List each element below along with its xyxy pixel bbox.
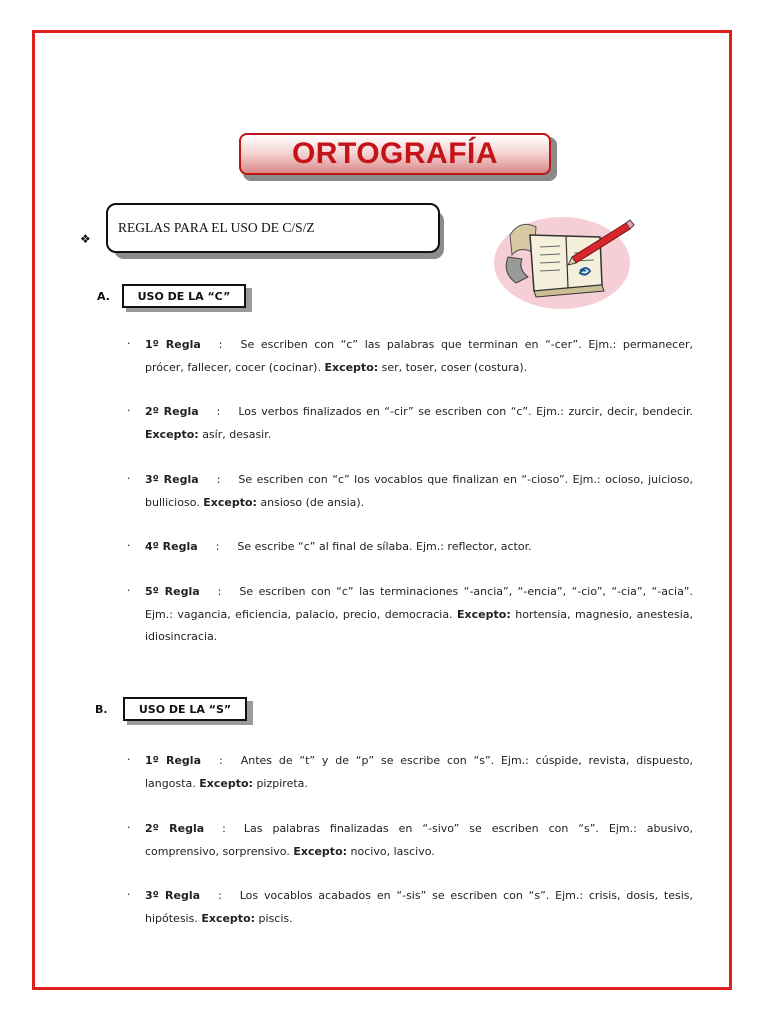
section-heading-box bbox=[106, 203, 446, 261]
except-text: pizpireta. bbox=[256, 776, 308, 790]
except-label: Excepto: bbox=[457, 607, 511, 621]
rule-bullet: . bbox=[127, 581, 131, 594]
subsection-b-letter: B. bbox=[95, 703, 108, 716]
rule-separator: : bbox=[217, 585, 222, 598]
except-label: Excepto: bbox=[293, 844, 348, 858]
rule-body: Los vocablos acabados en “-sis” se escriben con “s”. Ejm.: crisis, dosis, tesis, hipótesis. bbox=[145, 889, 693, 925]
rule-label: 1º Regla bbox=[145, 338, 201, 351]
rule-c-4 bbox=[127, 536, 693, 559]
rule-text bbox=[145, 885, 693, 930]
rule-text bbox=[145, 334, 693, 379]
rule-body: Antes de “t” y de “p” se escribe con “s”. Ejm.: cúspide, revista, dispuesto, langosta. bbox=[145, 754, 693, 790]
rule-text bbox=[145, 818, 693, 863]
rule-separator: : bbox=[215, 540, 220, 553]
except-text: asír, desasir. bbox=[202, 427, 272, 441]
page-title: ORTOGRAFÍA bbox=[291, 137, 499, 170]
rule-body: Se escribe “c” al final de sílaba. Ejm.: reflector, actor. bbox=[237, 540, 532, 553]
diamond-bullet-icon: ❖ bbox=[80, 232, 91, 246]
except-label: Excepto: bbox=[201, 911, 256, 925]
section-heading: REGLAS PARA EL USO DE C/S/Z bbox=[118, 220, 315, 235]
subsection-a-label: USO DE LA “C” bbox=[137, 289, 231, 303]
notebook-pencil-icon bbox=[490, 205, 640, 315]
except-label: Excepto: bbox=[145, 427, 199, 441]
except-text: piscis. bbox=[258, 911, 293, 925]
subsection-b-label-box bbox=[123, 697, 255, 727]
rule-label: 4º Regla bbox=[145, 540, 198, 553]
rule-separator: : bbox=[218, 338, 223, 351]
except-text: ser, toser, coser (costura). bbox=[381, 360, 528, 374]
rule-separator: : bbox=[222, 822, 226, 835]
rule-text bbox=[145, 469, 693, 514]
rule-label: 2º Regla bbox=[145, 405, 199, 418]
rule-bullet: . bbox=[127, 401, 131, 414]
rule-label: 3º Regla bbox=[145, 473, 199, 486]
rule-body: Se escriben con “c” los vocablos que finalizan en “-cioso”. Ejm.: ocioso, juicioso, bullicioso. bbox=[145, 473, 693, 509]
rule-body: Se escriben con “c” las palabras que terminan en “-cer”. Ejm.: permanecer, prócer, fallecer, cocer (cocinar). bbox=[145, 338, 693, 374]
rule-c-2 bbox=[127, 401, 694, 446]
rule-text bbox=[145, 750, 693, 795]
rule-separator: : bbox=[216, 405, 221, 418]
rule-label: 2º Regla bbox=[145, 822, 205, 835]
rule-label: 3º Regla bbox=[145, 889, 201, 902]
subsection-b-label: USO DE LA “S” bbox=[138, 702, 232, 716]
rule-bullet: . bbox=[127, 885, 131, 898]
rule-body: Los verbos finalizados en “-cir” se escriben con “c”. Ejm.: zurcir, decir, bendecir. bbox=[238, 405, 694, 418]
rule-label: 5º Regla bbox=[145, 585, 200, 598]
rule-c-5 bbox=[127, 581, 694, 649]
rule-separator: : bbox=[218, 889, 222, 902]
rule-text bbox=[145, 401, 693, 446]
subsection-a-label-box bbox=[122, 284, 254, 314]
rule-bullet: . bbox=[127, 750, 131, 763]
except-text: hortensia, magnesio, anestesia, idiosincracia. bbox=[145, 607, 693, 643]
except-label: Excepto: bbox=[203, 495, 257, 509]
subsection-a-frame bbox=[122, 284, 246, 308]
rule-text bbox=[145, 536, 693, 559]
rule-label: 1º Regla bbox=[145, 754, 201, 767]
rule-text bbox=[145, 581, 693, 649]
rule-separator: : bbox=[219, 754, 223, 767]
subsection-a-letter: A. bbox=[97, 290, 110, 303]
title-banner bbox=[239, 133, 555, 179]
rule-separator: : bbox=[216, 473, 221, 486]
rule-s-1 bbox=[127, 750, 693, 795]
subsection-b-frame bbox=[123, 697, 247, 721]
rule-bullet: . bbox=[127, 334, 131, 347]
section-heading-frame bbox=[106, 203, 440, 253]
rule-s-3 bbox=[127, 885, 693, 930]
except-text: nocivo, lascivo. bbox=[350, 844, 435, 858]
rule-bullet: . bbox=[127, 469, 131, 482]
rule-body: Las palabras finalizadas en “-sivo” se escriben con “s”. Ejm.: abusivo, comprensivo, sorprensivo. bbox=[145, 822, 694, 858]
except-label: Excepto: bbox=[324, 360, 379, 374]
rule-c-1 bbox=[127, 334, 693, 379]
rule-bullet: . bbox=[127, 818, 131, 831]
rule-c-3 bbox=[127, 469, 693, 514]
except-label: Excepto: bbox=[199, 776, 253, 790]
rule-bullet: . bbox=[127, 536, 131, 549]
rule-body: Se escriben con “c” las terminaciones “-ancia”, “-encia”, “-cio”, “-cia”, “-acia”. Ejm.: vagancia, eficiencia, palacio, precio, democracia. bbox=[145, 585, 694, 621]
title-box bbox=[239, 133, 551, 175]
rule-s-2 bbox=[127, 818, 694, 863]
except-text: ansioso (de ansia). bbox=[260, 495, 365, 509]
